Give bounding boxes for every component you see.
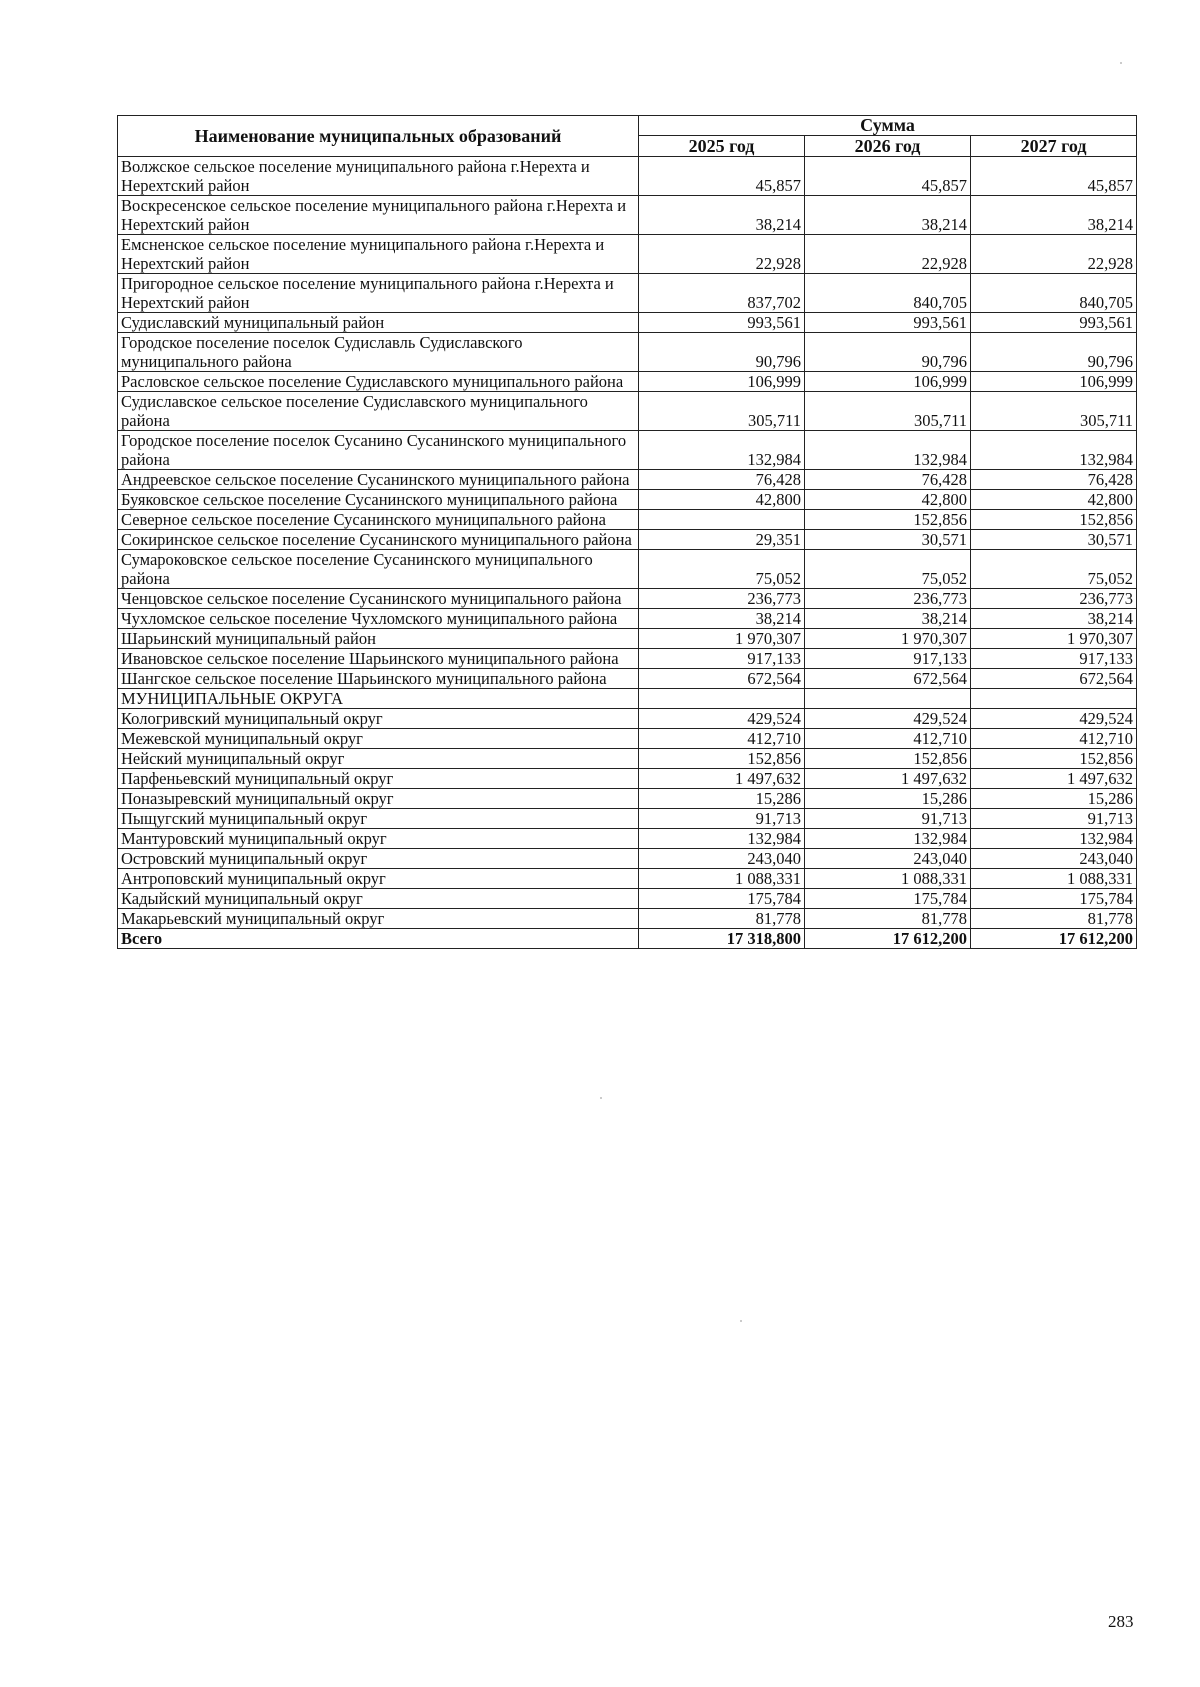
row-value-2025: 672,564 <box>639 669 805 689</box>
row-name: Шарьинский муниципальный район <box>118 629 639 649</box>
row-value-2026: 38,214 <box>805 609 971 629</box>
row-value-2026 <box>805 689 971 709</box>
row-value-2027: 76,428 <box>971 470 1137 490</box>
row-value-2027: 152,856 <box>971 510 1137 530</box>
row-name: Поназыревский муниципальный округ <box>118 789 639 809</box>
row-value-2025: 1 088,331 <box>639 869 805 889</box>
row-value-2025: 917,133 <box>639 649 805 669</box>
row-value-2026: 1 088,331 <box>805 869 971 889</box>
row-value-2026: 38,214 <box>805 196 971 235</box>
row-value-2027: 236,773 <box>971 589 1137 609</box>
row-value-2027: 45,857 <box>971 157 1137 196</box>
row-value-2026: 840,705 <box>805 274 971 313</box>
row-name: Шангское сельское поселение Шарьинского муниципального района <box>118 669 639 689</box>
row-name: Городское поселение поселок Сусанино Сусанинского муниципального района <box>118 431 639 470</box>
table-row <box>118 669 1137 689</box>
table-row <box>118 689 1137 709</box>
row-value-2027: 42,800 <box>971 490 1137 510</box>
table-row <box>118 313 1137 333</box>
row-name: Макарьевский муниципальный округ <box>118 909 639 929</box>
row-value-2025: 837,702 <box>639 274 805 313</box>
row-value-2026: 1 970,307 <box>805 629 971 649</box>
row-value-2026: 412,710 <box>805 729 971 749</box>
row-value-2025: 42,800 <box>639 490 805 510</box>
row-value-2026: 75,052 <box>805 550 971 589</box>
row-name: Емсненское сельское поселение муниципального района г.Нерехта и Нерехтский район <box>118 235 639 274</box>
year-header-2027: 2027 год <box>971 136 1137 157</box>
row-value-2027: 30,571 <box>971 530 1137 550</box>
row-value-2027: 75,052 <box>971 550 1137 589</box>
row-value-2026: 917,133 <box>805 649 971 669</box>
row-name: Кологривский муниципальный округ <box>118 709 639 729</box>
row-value-2026: 993,561 <box>805 313 971 333</box>
row-value-2025: 175,784 <box>639 889 805 909</box>
row-value-2027: 412,710 <box>971 729 1137 749</box>
row-value-2025: 15,286 <box>639 789 805 809</box>
total-2027: 17 612,200 <box>971 929 1137 949</box>
row-name: Нейский муниципальный округ <box>118 749 639 769</box>
table-row <box>118 889 1137 909</box>
row-name: Судиславский муниципальный район <box>118 313 639 333</box>
row-value-2025: 412,710 <box>639 729 805 749</box>
row-name: Расловское сельское поселение Судиславского муниципального района <box>118 372 639 392</box>
table-row <box>118 829 1137 849</box>
row-value-2026: 15,286 <box>805 789 971 809</box>
row-value-2027 <box>971 689 1137 709</box>
row-name: Пригородное сельское поселение муниципального района г.Нерехта и Нерехтский район <box>118 274 639 313</box>
table-row <box>118 729 1137 749</box>
row-value-2027: 840,705 <box>971 274 1137 313</box>
row-name: Сумароковское сельское поселение Сусанинского муниципального района <box>118 550 639 589</box>
row-value-2026: 305,711 <box>805 392 971 431</box>
row-value-2025: 993,561 <box>639 313 805 333</box>
row-name: Городское поселение поселок Судиславль Судиславского муниципального района <box>118 333 639 372</box>
row-value-2027: 243,040 <box>971 849 1137 869</box>
row-name: Судиславское сельское поселение Судиславского муниципального района <box>118 392 639 431</box>
table-row <box>118 869 1137 889</box>
row-value-2025: 91,713 <box>639 809 805 829</box>
table-row <box>118 431 1137 470</box>
row-value-2026: 672,564 <box>805 669 971 689</box>
row-value-2026: 81,778 <box>805 909 971 929</box>
row-name: Межевской муниципальный округ <box>118 729 639 749</box>
scan-speck <box>1120 62 1122 64</box>
table-row <box>118 392 1137 431</box>
row-value-2026: 152,856 <box>805 749 971 769</box>
table-row <box>118 749 1137 769</box>
table-row <box>118 769 1137 789</box>
row-name: МУНИЦИПАЛЬНЫЕ ОКРУГА <box>118 689 639 709</box>
row-value-2026: 132,984 <box>805 829 971 849</box>
row-value-2025: 22,928 <box>639 235 805 274</box>
row-name: Пыщугский муниципальный округ <box>118 809 639 829</box>
row-name: Парфеньевский муниципальный округ <box>118 769 639 789</box>
row-value-2026: 30,571 <box>805 530 971 550</box>
row-value-2025: 75,052 <box>639 550 805 589</box>
table-row <box>118 235 1137 274</box>
row-value-2025: 132,984 <box>639 431 805 470</box>
row-name: Ивановское сельское поселение Шарьинского муниципального района <box>118 649 639 669</box>
row-value-2026: 152,856 <box>805 510 971 530</box>
row-value-2027: 38,214 <box>971 609 1137 629</box>
row-value-2027: 175,784 <box>971 889 1137 909</box>
sum-group-header: Сумма <box>639 116 1137 136</box>
row-value-2027: 132,984 <box>971 431 1137 470</box>
row-value-2026: 91,713 <box>805 809 971 829</box>
row-name: Буяковское сельское поселение Сусанинского муниципального района <box>118 490 639 510</box>
row-value-2026: 76,428 <box>805 470 971 490</box>
row-value-2026: 22,928 <box>805 235 971 274</box>
table-row <box>118 589 1137 609</box>
row-name: Ченцовское сельское поселение Сусанинского муниципального района <box>118 589 639 609</box>
allocation-table <box>117 115 1137 949</box>
row-value-2027: 81,778 <box>971 909 1137 929</box>
row-value-2027: 993,561 <box>971 313 1137 333</box>
row-value-2027: 917,133 <box>971 649 1137 669</box>
table-row <box>118 470 1137 490</box>
table-row <box>118 196 1137 235</box>
scan-speck <box>600 1097 602 1099</box>
year-header-2025: 2025 год <box>639 136 805 157</box>
row-value-2025: 152,856 <box>639 749 805 769</box>
row-value-2027: 152,856 <box>971 749 1137 769</box>
row-value-2027: 106,999 <box>971 372 1137 392</box>
row-value-2025: 76,428 <box>639 470 805 490</box>
total-2026: 17 612,200 <box>805 929 971 949</box>
table-row <box>118 510 1137 530</box>
year-header-2026: 2026 год <box>805 136 971 157</box>
row-value-2025: 90,796 <box>639 333 805 372</box>
table-row <box>118 909 1137 929</box>
table-row <box>118 809 1137 829</box>
row-name: Сокиринское сельское поселение Сусанинского муниципального района <box>118 530 639 550</box>
row-value-2026: 132,984 <box>805 431 971 470</box>
row-value-2027: 91,713 <box>971 809 1137 829</box>
row-value-2027: 1 970,307 <box>971 629 1137 649</box>
name-column-header: Наименование муниципальных образований <box>118 116 639 157</box>
row-name: Кадыйский муниципальный округ <box>118 889 639 909</box>
row-value-2027: 22,928 <box>971 235 1137 274</box>
row-name: Чухломское сельское поселение Чухломского муниципального района <box>118 609 639 629</box>
row-name: Антроповский муниципальный округ <box>118 869 639 889</box>
row-name: Волжское сельское поселение муниципального района г.Нерехта и Нерехтский район <box>118 157 639 196</box>
table-row <box>118 490 1137 510</box>
row-name: Андреевское сельское поселение Сусанинского муниципального района <box>118 470 639 490</box>
row-value-2026: 45,857 <box>805 157 971 196</box>
table-row <box>118 629 1137 649</box>
row-value-2027: 90,796 <box>971 333 1137 372</box>
row-value-2026: 429,524 <box>805 709 971 729</box>
table-row <box>118 789 1137 809</box>
table-row <box>118 550 1137 589</box>
row-value-2025 <box>639 510 805 530</box>
row-value-2025 <box>639 689 805 709</box>
row-value-2027: 1 088,331 <box>971 869 1137 889</box>
row-name: Островский муниципальный округ <box>118 849 639 869</box>
row-value-2025: 81,778 <box>639 909 805 929</box>
row-value-2026: 90,796 <box>805 333 971 372</box>
row-value-2026: 42,800 <box>805 490 971 510</box>
row-value-2025: 106,999 <box>639 372 805 392</box>
table-row <box>118 709 1137 729</box>
table-row <box>118 157 1137 196</box>
row-value-2025: 243,040 <box>639 849 805 869</box>
row-value-2025: 45,857 <box>639 157 805 196</box>
row-value-2025: 38,214 <box>639 196 805 235</box>
table-row <box>118 333 1137 372</box>
table-body <box>118 157 1137 949</box>
row-value-2025: 305,711 <box>639 392 805 431</box>
row-value-2027: 15,286 <box>971 789 1137 809</box>
row-value-2027: 38,214 <box>971 196 1137 235</box>
row-value-2026: 106,999 <box>805 372 971 392</box>
table-row <box>118 274 1137 313</box>
row-value-2025: 132,984 <box>639 829 805 849</box>
row-value-2025: 1 497,632 <box>639 769 805 789</box>
total-row <box>118 929 1137 949</box>
row-value-2025: 236,773 <box>639 589 805 609</box>
row-value-2027: 132,984 <box>971 829 1137 849</box>
row-value-2027: 305,711 <box>971 392 1137 431</box>
row-value-2026: 175,784 <box>805 889 971 909</box>
row-value-2026: 243,040 <box>805 849 971 869</box>
row-value-2027: 429,524 <box>971 709 1137 729</box>
row-name: Воскресенское сельское поселение муниципального района г.Нерехта и Нерехтский район <box>118 196 639 235</box>
table-header <box>118 116 1137 157</box>
scan-speck <box>740 1320 742 1322</box>
total-2025: 17 318,800 <box>639 929 805 949</box>
row-value-2026: 236,773 <box>805 589 971 609</box>
row-value-2025: 29,351 <box>639 530 805 550</box>
row-value-2025: 1 970,307 <box>639 629 805 649</box>
table-row <box>118 849 1137 869</box>
table-row <box>118 609 1137 629</box>
table-row <box>118 649 1137 669</box>
row-value-2027: 672,564 <box>971 669 1137 689</box>
row-value-2025: 38,214 <box>639 609 805 629</box>
page-number: 283 <box>1108 1612 1134 1631</box>
row-value-2027: 1 497,632 <box>971 769 1137 789</box>
row-value-2025: 429,524 <box>639 709 805 729</box>
table-row <box>118 530 1137 550</box>
row-name: Северное сельское поселение Сусанинского муниципального района <box>118 510 639 530</box>
table-row <box>118 372 1137 392</box>
total-label: Всего <box>118 929 639 949</box>
row-value-2026: 1 497,632 <box>805 769 971 789</box>
row-name: Мантуровский муниципальный округ <box>118 829 639 849</box>
